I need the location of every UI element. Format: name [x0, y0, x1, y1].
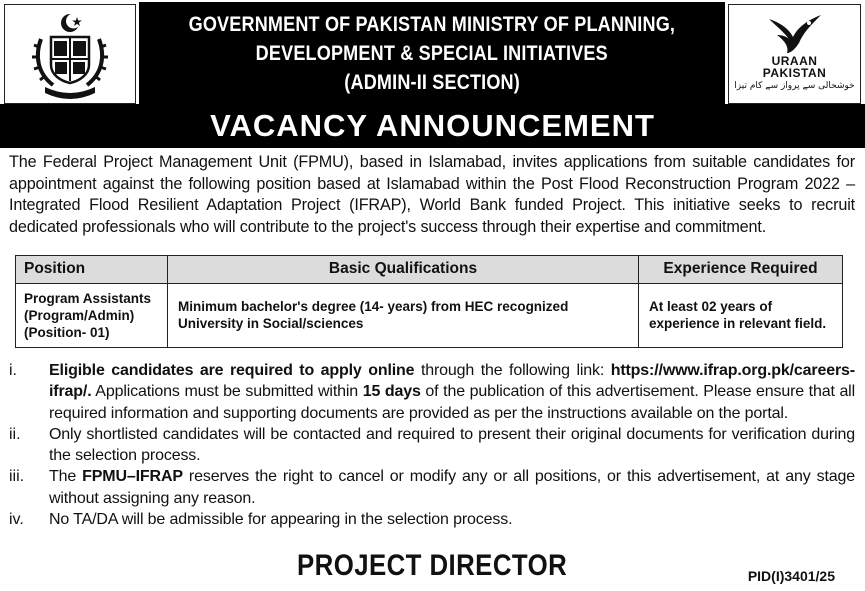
pid-number: PID(I)3401/25	[747, 568, 835, 584]
signatory-title: PROJECT DIRECTOR	[297, 549, 568, 582]
list-item-number: iii.	[9, 468, 25, 486]
list-item	[9, 466, 855, 509]
bold-text-run: https://www.ifrap.org.pk/careers-ifrap/.	[49, 362, 855, 401]
list-item	[9, 424, 855, 467]
cell-position	[16, 284, 168, 348]
text-run: Only shortlisted candidates will be contacted and required to present their original documents for verification during the selection process.	[49, 425, 855, 465]
title-line-3: (ADMIN-II SECTION)	[344, 70, 520, 94]
bold-text-run: Eligible candidates are required to apply online	[49, 362, 415, 379]
positions-table	[15, 255, 843, 348]
header-position: Position	[16, 256, 168, 284]
text-run: reserves the right to cancel or modify any or all positions, or this advertisement, at any stage without assigning any reason.	[49, 468, 855, 507]
text-run: No TA/DA will be admissible for appearing in the selection process.	[49, 511, 513, 529]
uraan-pakistan-bird-icon	[763, 13, 827, 55]
text-run: through the following link:	[414, 362, 611, 379]
vacancy-banner-text: VACANCY ANNOUNCEMENT	[210, 108, 655, 143]
uraan-pakistan-logo	[728, 4, 861, 104]
header-qualifications: Basic Qualifications	[168, 256, 639, 284]
vacancy-banner	[0, 104, 865, 148]
position-line: Program Assistants	[24, 291, 152, 306]
list-item	[9, 360, 855, 424]
list-item-text	[49, 466, 855, 509]
notes-list	[9, 360, 855, 530]
text-run: Applications must be submitted within	[91, 383, 363, 401]
uraan-logo-urdu-tagline: خوشحالی سے پرواز سے کام تیزا	[734, 81, 855, 91]
header	[0, 0, 865, 108]
header-experience: Experience Required	[639, 256, 843, 284]
list-item-text	[49, 360, 855, 424]
cell-experience: At least 02 years of experience in relevant field.	[639, 284, 843, 348]
position-line: (Position- 01)	[24, 325, 110, 340]
title-line-1: GOVERNMENT OF PAKISTAN MINISTRY OF PLANNING,	[188, 12, 676, 36]
uraan-logo-line1: URAAN	[771, 54, 818, 68]
ministry-title	[139, 2, 725, 104]
uraan-logo-line2: PAKISTAN	[762, 66, 827, 80]
position-line: (Program/Admin)	[24, 308, 135, 323]
government-emblem-logo	[4, 4, 136, 104]
bold-text-run: 15 days	[362, 383, 421, 401]
list-item-text	[49, 509, 855, 530]
government-of-pakistan-emblem-icon	[27, 9, 113, 99]
list-item	[9, 509, 855, 530]
bold-text-run: FPMU–IFRAP	[82, 468, 183, 486]
cell-qualification: Minimum bachelor's degree (14- years) from HEC recognized University in Social/sciences	[168, 284, 639, 348]
table-header-row	[16, 256, 843, 284]
signatory-block	[292, 543, 573, 589]
list-item-number: iv.	[9, 511, 24, 529]
text-run: of the publication of this advertisement. Please ensure that all required information and supporting documents are provided as per the instructions available on the portal.	[49, 383, 855, 422]
intro-paragraph: The Federal Project Management Unit (FPMU), based in Islamabad, invites applications from suitable candidates for appointment against the following position based at Islamabad within the Post Flood Reconstruction Program 2022 – Integrated Flood Resilient Adaptation Project (IFRAP), World Bank funded Project. This initiative seeks to recruit dedicated professionals who will contribute to the project's success through their expertise and commitment.	[9, 153, 855, 236]
list-item-number: ii.	[9, 425, 21, 443]
text-run: The	[49, 468, 83, 486]
list-item-number: i.	[9, 362, 17, 379]
table-row	[16, 284, 843, 348]
title-line-2: DEVELOPMENT & SPECIAL INITIATIVES	[255, 41, 609, 65]
list-item-text	[49, 424, 855, 467]
